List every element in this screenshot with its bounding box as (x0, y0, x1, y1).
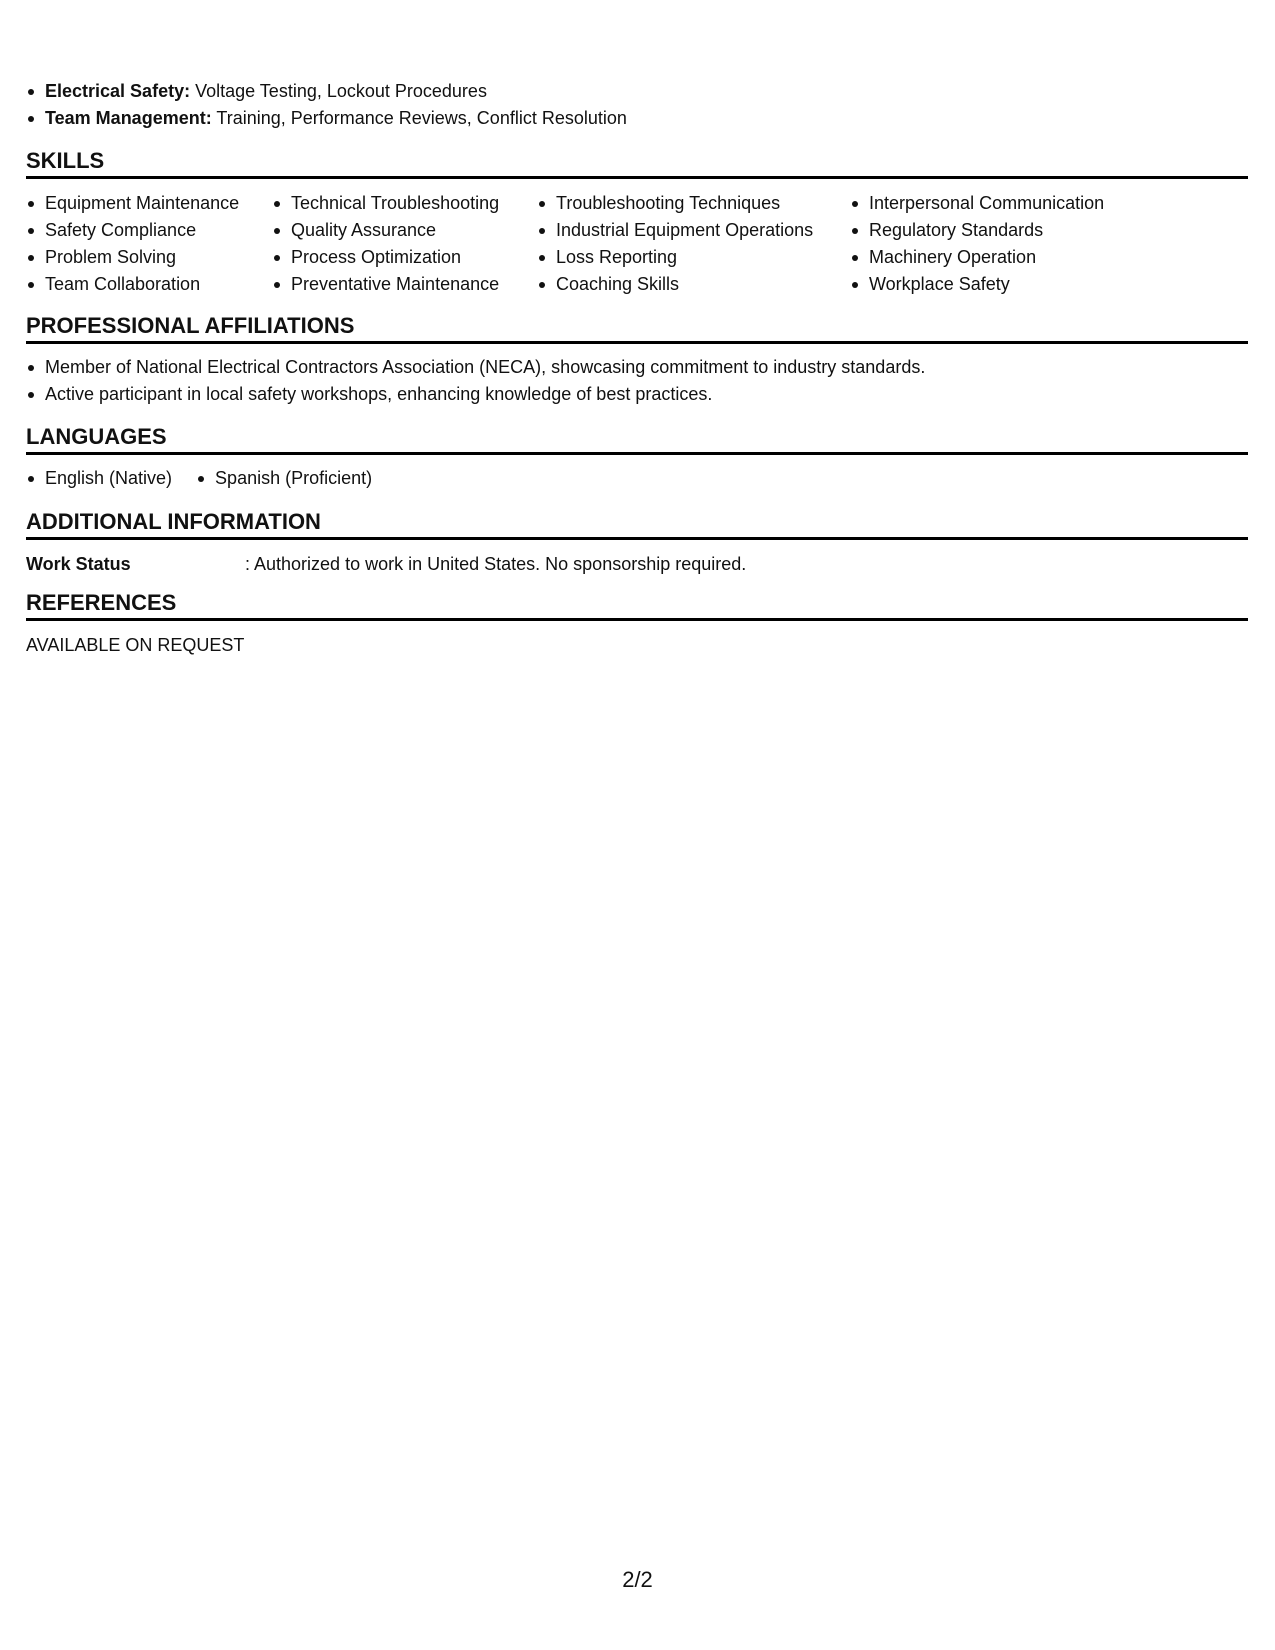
list-item: Quality Assurance (272, 217, 499, 244)
languages-list (26, 465, 396, 492)
affiliations-heading: PROFESSIONAL AFFILIATIONS (26, 313, 1248, 344)
list-item: Loss Reporting (537, 244, 813, 271)
list-item: English (Native) (26, 465, 172, 492)
list-item: Equipment Maintenance (26, 190, 239, 217)
list-item: Active participant in local safety workshops, enhancing knowledge of best practices. (26, 381, 925, 408)
references-text: AVAILABLE ON REQUEST (26, 635, 245, 655)
languages-heading: LANGUAGES (26, 424, 1248, 455)
skills-columns (26, 190, 1248, 300)
work-status-value: : Authorized to work in United States. No sponsorship required. (245, 554, 747, 574)
additional-info-heading: ADDITIONAL INFORMATION (26, 509, 1248, 540)
list-item: Workplace Safety (850, 271, 1104, 298)
top-skill-list (26, 78, 627, 132)
skills-column-4 (850, 190, 1104, 298)
skills-column-2 (272, 190, 499, 298)
list-item: Technical Troubleshooting (272, 190, 499, 217)
list-item: Industrial Equipment Operations (537, 217, 813, 244)
skills-heading: SKILLS (26, 148, 1248, 179)
list-item: Team Collaboration (26, 271, 239, 298)
affiliations-list (26, 354, 925, 408)
list-item: Troubleshooting Techniques (537, 190, 813, 217)
skills-column-3 (537, 190, 813, 298)
list-item: Problem Solving (26, 244, 239, 271)
list-item: Machinery Operation (850, 244, 1104, 271)
list-item: Regulatory Standards (850, 217, 1104, 244)
list-item: Process Optimization (272, 244, 499, 271)
list-item: Interpersonal Communication (850, 190, 1104, 217)
skills-column-1 (26, 190, 239, 298)
list-item: Safety Compliance (26, 217, 239, 244)
list-item: Member of National Electrical Contractors Association (NECA), showcasing commitment to industry standards. (26, 354, 925, 381)
list-item: Preventative Maintenance (272, 271, 499, 298)
page-number: 2/2 (622, 1567, 653, 1592)
list-item: Electrical Safety: Voltage Testing, Lockout Procedures (26, 78, 627, 105)
references-heading: REFERENCES (26, 590, 1248, 621)
list-item: Team Management: Training, Performance Reviews, Conflict Resolution (26, 105, 627, 132)
list-item: Coaching Skills (537, 271, 813, 298)
resume-page (26, 0, 1248, 1650)
list-item: Spanish (Proficient) (196, 465, 372, 492)
work-status-label: Work Status (26, 554, 131, 574)
